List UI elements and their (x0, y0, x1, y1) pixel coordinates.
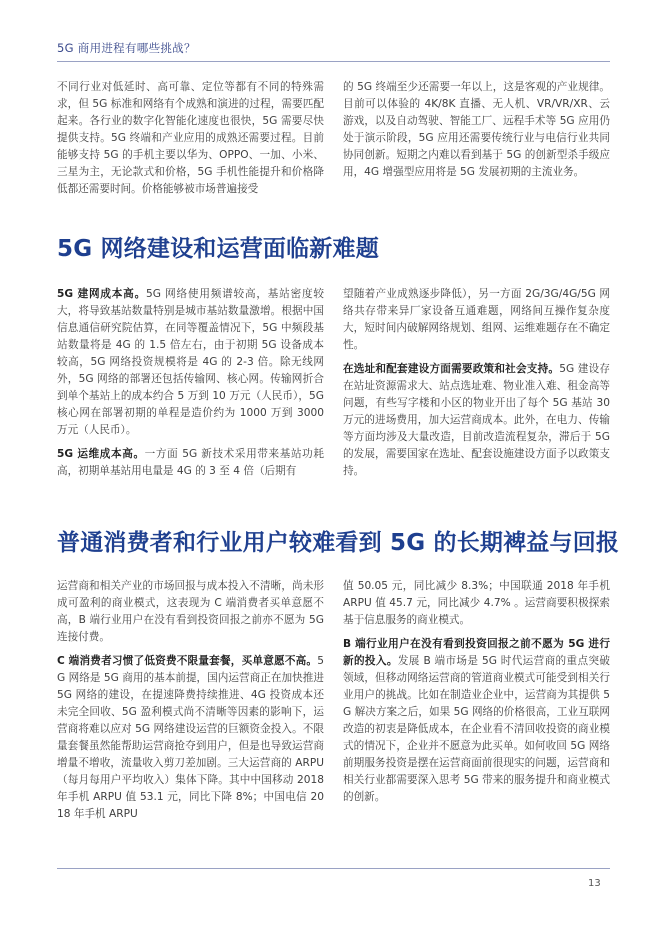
section-heading-network-challenges: 5G 网络建设和运营面临新难题 (57, 236, 379, 262)
section1-right-column (343, 286, 610, 487)
text-build-cost: 5G 网络使用频谱较高，基站密度较大，将导致基站数量特别是城市基站数量激增。根据中国信息通信研究院估算，在同等覆盖情况下，5G 中频段基站数量将是 4G 的 1.5 倍左右，由于初期 5G 设备成本较高，5G 网络投资规模将是 4G 的 2-3 倍。除无线网外，5G 网络的部署还包括传输网、核心网。传输网折合到单个基站上的成本约合 5 万到 10 万元（人民币），5G 核心网在部署初期的单程是造价约为 1000 万到 3000 万元（人民币）。 (57, 288, 324, 436)
lead-enterprise-investment: B 端行业用户在没有看到投资回报之前不愿为 5G 进行新的投入。 (343, 638, 610, 667)
paragraph-site-policy (343, 361, 610, 480)
text-enterprise-investment: 发展 B 端市场是 5G 时代运营商的重点突破领域，但移动网络运营商的管道商业模式可能受到相关行业用户的挑战。比如在制造业企业中，运营商为其提供 5G 解决方案之后，如果 5G 网络的价格很高，工业互联网改造的初衷是降低成本，在企业看不清回收投资的商业模式的情况下，企业并不愿意为此买单。如何收回 5G 网络前期服务投资是摆在运营商面前很现实的问题，运营商和相关行业都需要深入思考 5G 带来的服务提升和商业模式的创新。 (343, 655, 610, 803)
page-number: 13 (588, 878, 601, 889)
lead-build-cost: 5G 建网成本高。 (57, 288, 146, 300)
section-heading-user-returns: 普通消费者和行业用户较难看到 5G 的长期裨益与回报 (57, 530, 620, 556)
text-ops-cost: 一方面 5G 新技术采用带来基站功耗高，初期单基站用电量是 4G 的 3 至 4 倍（后期有 (57, 448, 324, 477)
header-divider (57, 61, 610, 62)
paragraph-arpu-continued: 值 50.05 元，同比减少 8.3%；中国联通 2018 年手机 ARPU 值 45.7 元，同比减少 4.7% 。运营商要积极探索基于信息服务的商业模式。 (343, 580, 610, 626)
paragraph-build-cost (57, 286, 324, 439)
paragraph-consumer-willingness (57, 653, 324, 823)
section1-left-column (57, 286, 324, 487)
paragraph-ops-cost-continued: 望随着产业成熟逐步降低），另一方面 2G/3G/4G/5G 网络共存带来异厂家设备互通难题，网络间互操作复杂度大，短时间内破解网络规划、组网、运维难题存在不确定性。 (343, 288, 610, 351)
intro-paragraph-left: 不同行业对低延时、高可靠、定位等都有不同的特殊需求，但 5G 标准和网络有个成熟和演进的过程，需要匹配起来。各行业的数字化智能化速度也很快，5G 需要尽快提供支持。5G 终端和产业应用的成熟还需要过程。目前能够支持 5G 的手机主要以华为、OPPO、一加、小米、三星为主，无论款式和价格，5G 手机性能提升和价格降低都还需要时间。价格能够被市场普遍接受 (57, 81, 324, 195)
paragraph-returns-intro: 运营商和相关产业的市场回报与成本投入不清晰，尚未形成可盈利的商业模式，这表现为 C 端消费者买单意愿不高，B 端行业用户在没有看到投资回报之前亦不愿为 5G 连接付费。 (57, 580, 324, 643)
running-header: 5G 商用进程有哪些挑战？ (57, 41, 196, 55)
section2-left-column (57, 578, 324, 830)
section2-right-column (343, 578, 610, 813)
text-site-policy: 5G 建设存在站址资源需求大、站点选址难、物业准入难、租金高等问题，有些写字楼和小区的物业开出了每个 5G 基站 30 万元的进场费用，加大运营商成本。此外，在电力、传输等方面均涉及大量改造，目前改造流程复杂，滞后于 5G 的发展，需要国家在选址、配套设施建设方面予以政策支持。 (343, 363, 611, 477)
lead-site-policy: 在选址和配套建设方面需要政策和社会支持。 (343, 363, 560, 375)
paragraph-ops-cost (57, 446, 324, 480)
intro-paragraph-right: 的 5G 终端至少还需要一年以上，这是客观的产业规律。目前可以体验的 4K/8K 直播、无人机、VR/VR/XR、云游戏，以及自动驾驶、智能工厂、远程手术等 5G 应用仍处于演示阶段，5G 应用还需要传统行业与电信行业共同协同创新。短期之内难以看到基于 5G 的创新型杀手级应用，4G 增强型应用将是 5G 发展初期的主流业务。 (343, 81, 610, 178)
paragraph-enterprise-investment (343, 636, 610, 806)
footer-divider (57, 868, 610, 869)
lead-ops-cost: 5G 运维成本高。 (57, 448, 145, 460)
intro-left-column (57, 79, 324, 205)
text-consumer-willingness: 5G 网络是 5G 商用的基本前提，国内运营商正在加快推进 5G 网络的建设，在提速降费持续推进、4G 投资成本还未完全回收、5G 盈利模式尚不清晰等因素的影响下，运营商将难以应对 5G 网络建设运营的巨额资金投入。不限量套餐虽然能帮助运营商抢夺到用户，但是也导致运营商增量不增收，流量收入剪刀差加剧。三大运营商的 ARPU（每月每用户平均收入）集体下降。其中中国移动 2018 年手机 ARPU 值 53.1 元，同比下降 8%；中国电信 2018 年手机 ARPU (57, 655, 324, 820)
intro-right-column (343, 79, 610, 188)
lead-consumer-willingness: C 端消费者习惯了低资费不限量套餐，买单意愿不高。 (57, 655, 318, 667)
